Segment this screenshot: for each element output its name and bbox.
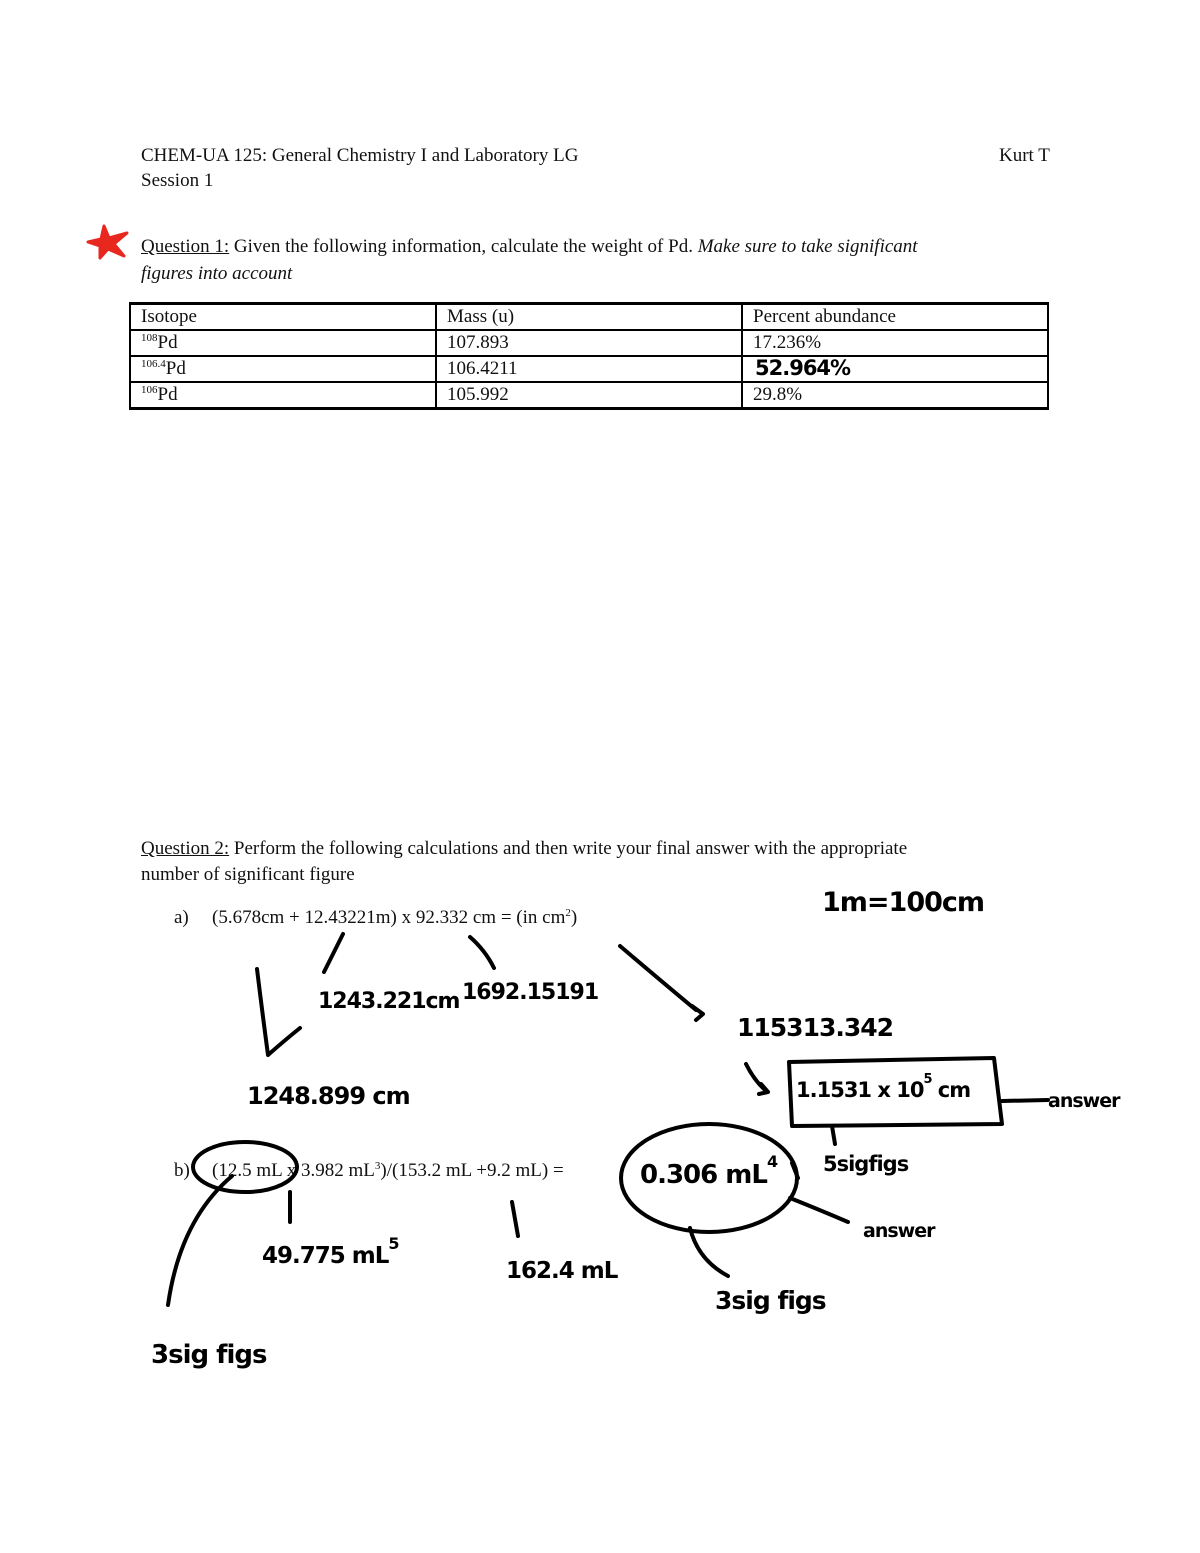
question-2-line2: number of significant figure xyxy=(141,864,355,885)
mass-cell: 107.893 xyxy=(436,330,742,356)
hw-b-denominator: 162.4 mL xyxy=(506,1258,618,1284)
mass-cell: 106.4211 xyxy=(436,356,742,382)
hw-conversion: 1m=100cm xyxy=(822,887,985,918)
hw-a-converted: 1243.221cm xyxy=(318,989,460,1014)
header-percent: Percent abundance xyxy=(742,304,1048,331)
hw-b-circled-sigfigs: 3sig figs xyxy=(151,1340,267,1370)
question-1-label: Question 1: xyxy=(141,236,230,257)
isotope-cell: $^{108}$Pd xyxy=(130,330,436,356)
stroke-b-denominator xyxy=(512,1202,518,1236)
question-1-text: Given the following information, calculate the weight of Pd. xyxy=(229,236,698,257)
hw-a-answer-label: answer xyxy=(1048,1090,1120,1112)
header-mass: Mass (u) xyxy=(436,304,742,331)
stroke-b-sigfigs xyxy=(690,1228,728,1276)
session-label: Session 1 xyxy=(141,170,214,191)
stroke-a-result-arrow xyxy=(620,946,696,1010)
stroke-a-answer-arrow xyxy=(1002,1100,1048,1101)
question-2-line1 xyxy=(141,837,907,861)
table-row xyxy=(130,330,1048,356)
part-b-letter: b) xyxy=(174,1160,190,1181)
table-row xyxy=(130,382,1048,409)
question-1-instruction-cont: figures into account xyxy=(141,263,293,284)
part-a-letter: a) xyxy=(174,907,189,928)
question-1-line1 xyxy=(141,235,918,259)
hw-b-result: 0.306 $mL^4$ xyxy=(640,1152,778,1190)
isotope-table xyxy=(129,302,1049,410)
star-icon xyxy=(88,226,127,258)
question-2-label: Question 2: xyxy=(141,838,230,859)
hw-a-raw-result: 115313.342 xyxy=(737,1013,894,1042)
isotope-cell: $^{106}$Pd xyxy=(130,382,436,409)
stroke-a-sigfigs xyxy=(832,1126,835,1144)
stroke-b-result-tick xyxy=(792,1163,798,1178)
header-isotope: Isotope xyxy=(130,304,436,331)
stroke-b-answer xyxy=(790,1198,848,1222)
stroke-a-down-arrow xyxy=(746,1064,765,1090)
hw-b-numerator: 49.775 $mL^5$ xyxy=(262,1234,399,1269)
handwritten-percent: 52.964% xyxy=(755,356,851,380)
stroke-a-converted xyxy=(324,934,343,972)
course-title: CHEM-UA 125: General Chemistry I and Laboratory LG xyxy=(141,145,579,166)
question-1-instruction: Make sure to take significant xyxy=(697,236,918,257)
percent-cell: 29.8% xyxy=(742,382,1048,409)
hw-b-answer-label: answer xyxy=(863,1220,935,1242)
hw-a-sigfigs: 5sigfigs xyxy=(823,1152,909,1176)
percent-cell xyxy=(742,356,1048,382)
hw-a-product-part: 1692.15191 xyxy=(462,980,599,1005)
stroke-b-first-curve xyxy=(168,1176,232,1305)
part-b-expression: (12.5 mL x 3.982 $mL^3)/(153.2$ mL +9.2 mL) = xyxy=(212,1160,564,1181)
author-name: Kurt T xyxy=(999,145,1050,166)
question-2-text: Perform the following calculations and then write your final answer with the appropriate xyxy=(229,838,908,859)
isotope-cell: $^{106.4}$Pd xyxy=(130,356,436,382)
hw-b-sigfigs: 3sig figs xyxy=(715,1286,826,1315)
stroke-a-left-tick xyxy=(257,969,300,1055)
mass-cell: 105.992 xyxy=(436,382,742,409)
percent-cell: 17.236% xyxy=(742,330,1048,356)
hw-a-answer: 1.1531 x $10^5$ cm xyxy=(796,1072,971,1102)
table-header-row xyxy=(130,304,1048,331)
table-row xyxy=(130,356,1048,382)
part-a-expression: (5.678cm + 12.43221m) x 92.332 cm = (in $cm^2$) xyxy=(212,907,578,928)
hw-a-sum: 1248.899 cm xyxy=(247,1082,410,1110)
stroke-a-result-head xyxy=(692,1006,703,1020)
stroke-a-product xyxy=(470,937,494,968)
stroke-a-down-head xyxy=(759,1084,768,1094)
